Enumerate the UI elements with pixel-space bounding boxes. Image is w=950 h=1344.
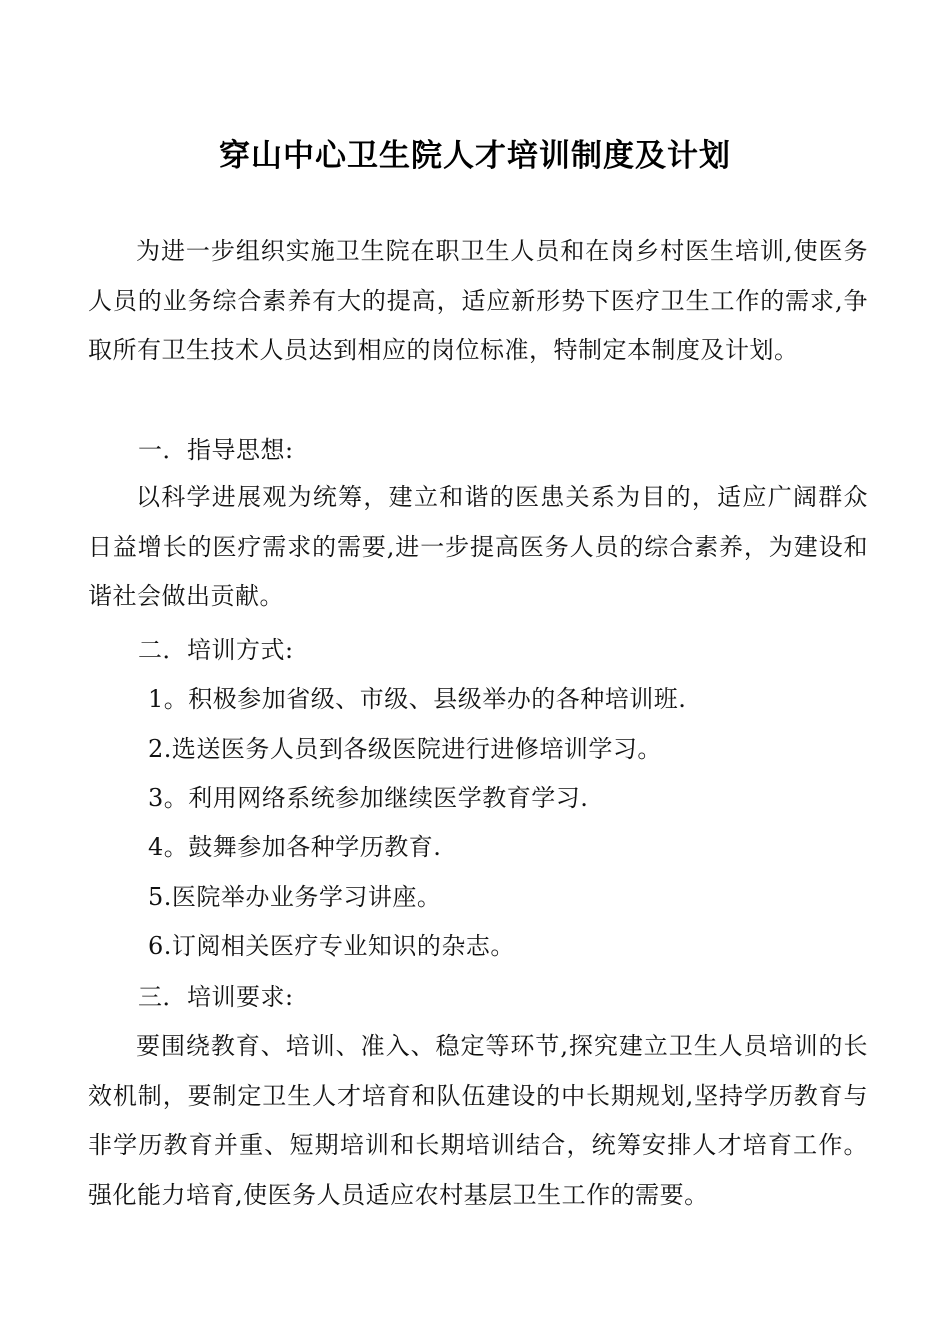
training-method-item-6: 6.订阅相关医疗专业知识的杂志。 [148,932,515,960]
training-method-item-4: 4。鼓舞参加各种学历教育. [148,833,442,861]
section-2-heading: 二．培训方式: [138,636,294,664]
training-method-item-2: 2.选送医务人员到各级医院进行进修培训学习。 [148,735,662,763]
section-1-heading: 一．指导思想: [138,436,294,464]
section-1-body: 以科学进展观为统筹，建立和谐的医患关系为目的，适应广阔群众日益增长的医疗需求的需要,进一步提高医务人员的综合素养，为建设和谐社会做出贡献。 [88,483,868,610]
training-method-item-1: 1。积极参加省级、市级、县级举办的各种培训班. [148,685,687,713]
section-3-body: 要围绕教育、培训、准入、稳定等环节,探究建立卫生人员培训的长效机制，要制定卫生人才培育和队伍建设的中长期规划,坚持学历教育与非学历教育并重、短期培训和长期培训结合，统筹安排人才培育工作。强化能力培育,使医务人员适应农村基层卫生工作的需要。 [88,1032,868,1209]
intro-paragraph: 为进一步组织实施卫生院在职卫生人员和在岗乡村医生培训,使医务人员的业务综合素养有大的提高，适应新形势下医疗卫生工作的需求,争取所有卫生技术人员达到相应的岗位标准，特制定本制度及计划。 [88,237,868,364]
section-3-heading: 三．培训要求: [138,983,294,1011]
training-method-item-5: 5.医院举办业务学习讲座。 [148,883,442,911]
document-title: 穿山中心卫生院人才培训制度及计划 [219,138,731,174]
training-method-item-3: 3。利用网络系统参加继续医学教育学习. [148,784,589,812]
